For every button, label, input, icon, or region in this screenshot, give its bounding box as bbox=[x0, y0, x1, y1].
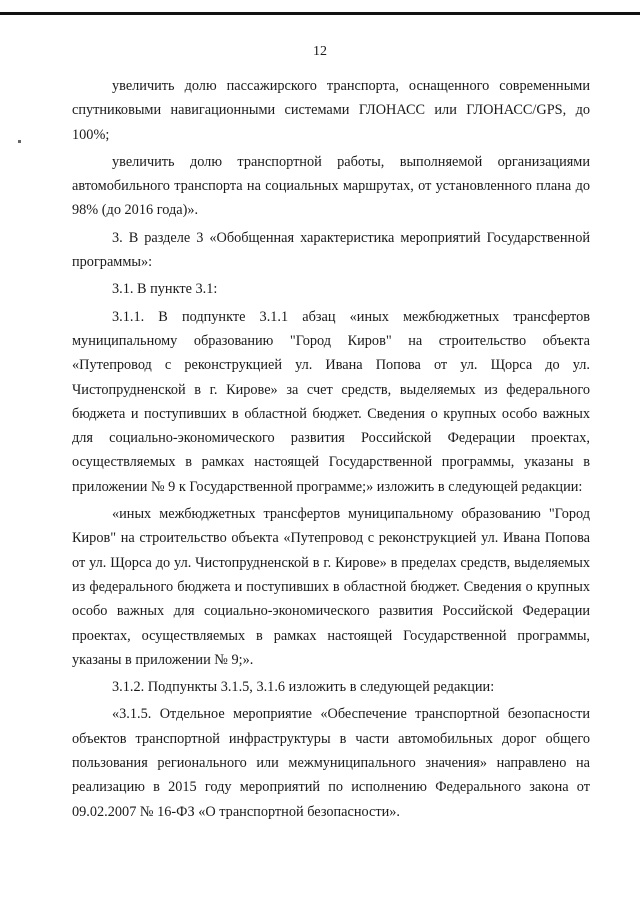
paragraph-passenger-transport: увеличить долю пассажирского транспорта, оснащенного современными спутниковыми навигационными системами ГЛОНАСС или ГЛОНАСС/GPS, до 100%; bbox=[72, 78, 590, 143]
paragraph-item-3-1-5: «3.1.5. Отдельное мероприятие «Обеспечение транспортной безопасности объектов транспортной инфраструктуры в части автомобильных дорог общего пользования регионального или межмуниципального значения» направлено на реализацию в 2015 году мероприятий по исполнению Федерального закона от 09.02.2007 № 16-ФЗ «О транспортной безопасности». bbox=[72, 706, 590, 820]
paragraph-section-3: 3. В разделе 3 «Обобщенная характеристика мероприятий Государственной программы»: bbox=[72, 229, 590, 271]
paragraph-social-routes: увеличить долю транспортной работы, выполняемой организациями автомобильного транспорта на социальных маршрутах, от установленного плана до 98% (до 2016 года)». bbox=[72, 153, 590, 219]
paragraph-item-3-1-2: 3.1.2. Подпункты 3.1.5, 3.1.6 изложить в следующей редакции: bbox=[112, 679, 495, 696]
scan-top-border bbox=[0, 12, 640, 15]
paragraph-item-3-1: 3.1. В пункте 3.1: bbox=[112, 281, 218, 298]
document-body bbox=[72, 74, 590, 824]
scan-corner-mark bbox=[618, 12, 632, 15]
paragraph-item-3-1-1: 3.1.1. В подпункте 3.1.1 абзац «иных межбюджетных трансфертов муниципальному образованию "Город Киров" на строительство объекта «Путепровод с реконструкцией ул. Ивана Попова от ул. Щорса до ул. Чистопрудненской в г. Кирове» за счет средств, выделяемых из федерального бюджета и поступивших в областной бюджет. Сведения о крупных особо важных для социально-экономического развития Российской Федерации проектах, осуществляемых в рамках настоящей Государственной программы, указаны в приложении № 9 к Государственной программе;» изложить в следующей редакции: bbox=[72, 308, 590, 495]
page-number: 12 bbox=[313, 44, 327, 59]
paragraph-new-wording: «иных межбюджетных трансфертов муниципальному образованию "Город Киров" на строительство объекта «Путепровод с реконструкцией ул. Ивана Попова от ул. Щорса до ул. Чистопрудненской в г. Кирове» в пределах средств, выделяемых из федерального бюджета и поступивших в областной бюджет. Сведения о крупных особо важных для социально-экономического развития Российской Федерации проектах, осуществляемых в рамках настоящей Государственной программы, указаны в приложении № 9;». bbox=[72, 506, 590, 668]
scan-speck bbox=[18, 140, 21, 143]
